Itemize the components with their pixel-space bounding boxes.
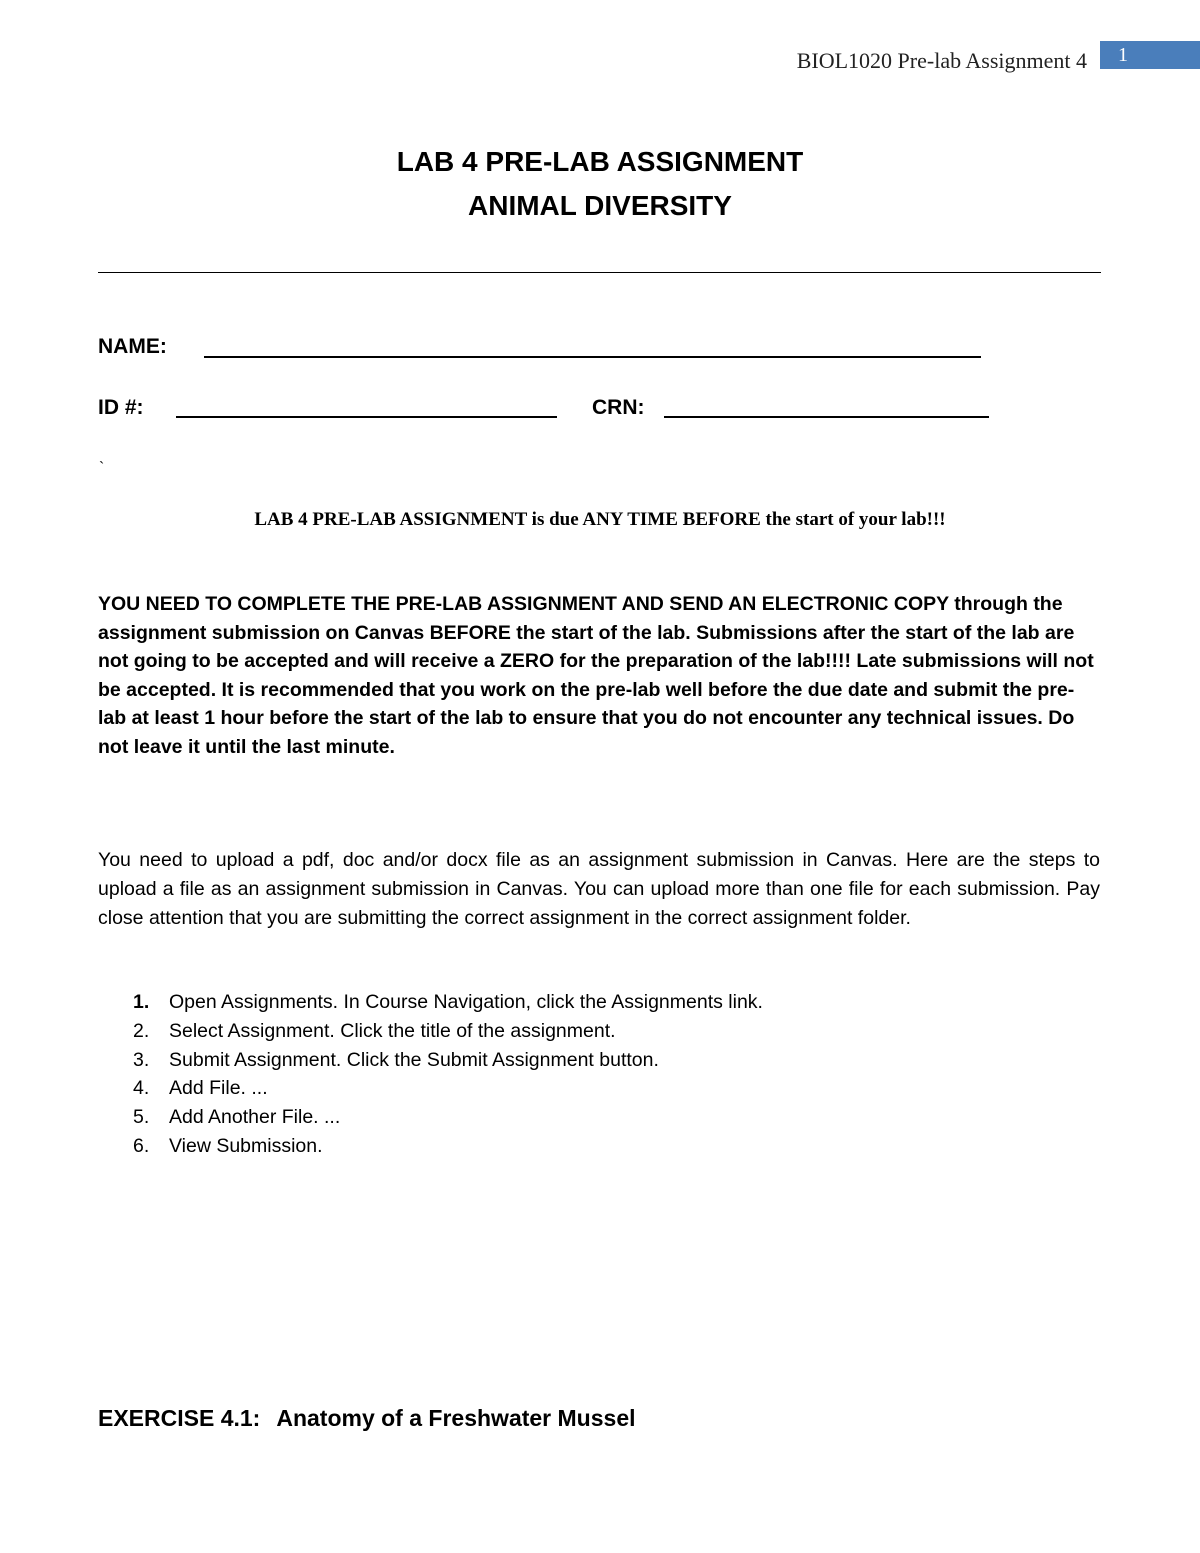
title-divider [98,272,1101,273]
exercise-title: Anatomy of a Freshwater Mussel [276,1405,636,1431]
step-text: View Submission. [169,1134,323,1157]
due-notice: LAB 4 PRE-LAB ASSIGNMENT is due ANY TIME BEFORE the start of your lab!!! [254,509,946,530]
document-title: LAB 4 PRE-LAB ASSIGNMENT [396,146,804,177]
list-item [98,988,763,1017]
page-number-badge: 1 [1100,41,1200,69]
document-subtitle: ANIMAL DIVERSITY [468,190,732,221]
step-text: Add Another File. ... [169,1106,341,1129]
upload-instructions: You need to upload a pdf, doc and/or docx file as an assignment submission in Canvas. Here are the steps to upload a file as an assignment submission in Canvas. You can upload more than one file for each submission. Pay close attention that you are submitting the correct assignment in the correct assignment folder. [98,849,1100,929]
list-item [98,1103,763,1132]
id-label: ID #: [98,396,144,419]
exercise-heading [98,1405,636,1432]
crn-field[interactable] [664,416,989,418]
list-item [98,1074,763,1103]
step-text: Submit Assignment. Click the Submit Assignment button. [169,1048,659,1071]
step-number: 4. [133,1077,150,1100]
name-field[interactable] [204,356,981,358]
crn-label: CRN: [592,396,645,419]
step-text: Open Assignments. In Course Navigation, click the Assignments link. [169,991,763,1013]
step-number: 2. [133,1019,150,1042]
step-text: Add File. ... [169,1077,268,1100]
list-item [98,1132,763,1161]
running-header: BIOL1020 Pre-lab Assignment 4 [796,48,1087,73]
step-number: 6. [133,1134,150,1157]
upload-steps-list [98,988,763,1161]
step-text: Select Assignment. Click the title of the assignment. [169,1019,616,1042]
list-item [98,1046,763,1075]
step-number: 5. [133,1106,150,1129]
step-number: 1. [133,991,150,1013]
step-number: 3. [133,1048,150,1071]
id-field[interactable] [176,416,557,418]
list-item [98,1017,763,1046]
stray-mark: ` [99,460,105,477]
exercise-label: EXERCISE 4.1: [98,1405,261,1431]
name-label: NAME: [98,335,167,358]
submission-warning: YOU NEED TO COMPLETE THE PRE-LAB ASSIGNMENT AND SEND AN ELECTRONIC COPY through the assignment submission on Canvas BEFORE the start of the lab. Submissions after the start of the lab are not going to be accepted and will receive a ZERO for the preparation of the lab!!!! Late submissions will not be accepted. It is recommended that you work on the pre-lab well before the due date and submit the pre-lab at least 1 hour before the start of the lab to ensure that you do not encounter any technical issues. Do not leave it until the last minute. [98,593,1094,758]
